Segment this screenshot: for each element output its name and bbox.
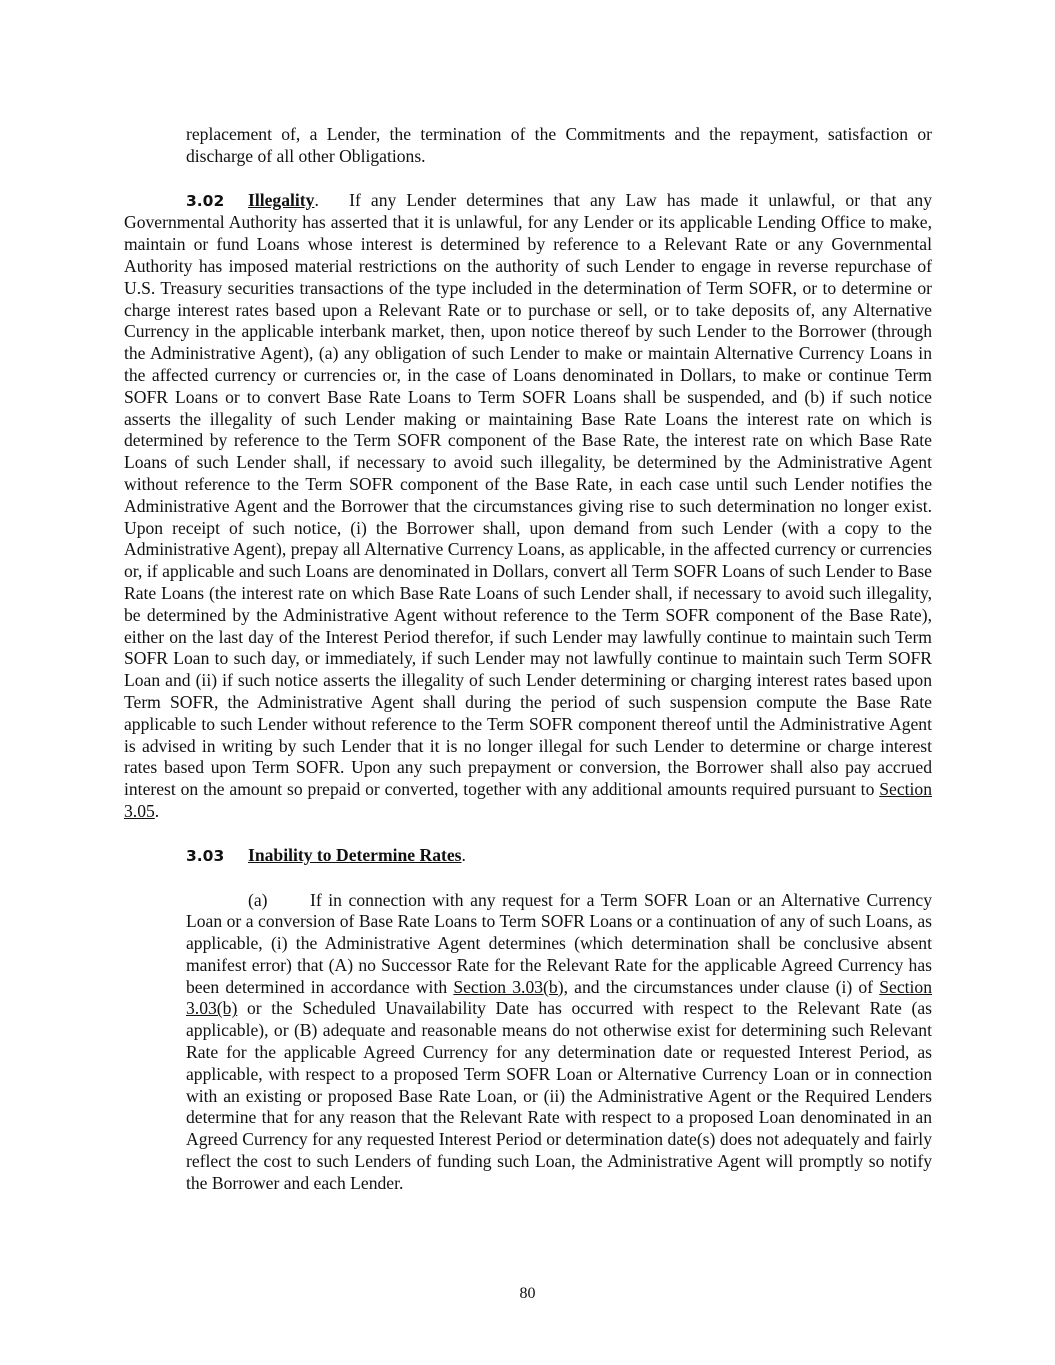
paragraph-a-text-3: or the Scheduled Unavailability Date has occurred with respect to the Relevant Rate (as applicable), or (B) adequate and reasonable means do not otherwise exist for determining such Relevant Rate for the applicable Agreed Currency for any determination date or requested Interest Period, as applicable, with respect to a proposed Term SOFR Loan or Alternative Currency Loan or in connection with an existing or proposed Base Rate Loan, or (ii) the Administrative Agent or the Required Lenders determine that for any reason that the Relevant Rate with respect to a proposed Loan denominated in an Agreed Currency for any requested Interest Period or determination date(s) does not adequately and fairly reflect the cost to such Lenders of funding such Loan, the Administrative Agent will promptly so notify the Borrower and each Lender. bbox=[186, 998, 932, 1193]
paragraph-a-text-2: and the circumstances under clause (i) of bbox=[567, 976, 880, 997]
document-page bbox=[124, 124, 932, 1195]
continuation-text: replacement of, a Lender, the termination of the Commitments and the repayment, satisfaction or discharge of all other Obligations. bbox=[186, 124, 932, 166]
continuation-paragraph bbox=[186, 124, 932, 168]
section-3-02-end: . bbox=[154, 800, 160, 821]
section-3-03-b-link-2[interactable]: Section 3.03(b) bbox=[186, 976, 932, 1019]
section-3-02-title: Illegality bbox=[248, 189, 315, 210]
section-3-03-number: 3.03 bbox=[186, 846, 225, 865]
section-3-03-b-link-1[interactable]: Section 3.03(b), bbox=[453, 976, 568, 997]
section-3-02-body: If any Lender determines that any Law has made it unlawful, or that any Governmental Authority has asserted that it is unlawful, for any Lender or its applicable Lending Office to make, maintain or fund Loans whose interest is determined by reference to a Relevant Rate or any Governmental Authority has imposed material restrictions on the authority of such Lender to engage in reverse repurchase of U.S. Treasury securities transactions of the type included in the determination of Term SOFR, or to determine or charge interest rates based upon a Relevant Rate or to purchase or sell, or to take deposits of, any Alternative Currency in the applicable interbank market, then, upon notice thereof by such Lender to the Borrower (through the Administrative Agent), (a) any obligation of such Lender to make or maintain Alternative Currency Loans in the affected currency or currencies or, in the case of Loans denominated in Dollars, to make or continue Term SOFR Loans or to convert Base Rate Loans to Term SOFR Loans shall be suspended, and (b) if such notice asserts the illegality of such Lender making or maintaining Base Rate Loans the interest rate on which is determined by reference to the Term SOFR component of the Base Rate, the interest rate on which Base Rate Loans of such Lender shall, if necessary to avoid such illegality, be determined by the Administrative Agent without reference to the Term SOFR component of the Base Rate, in each case until such Lender notifies the Administrative Agent and the Borrower that the circumstances giving rise to such determination no longer exist. Upon receipt of such notice, (i) the Borrower shall, upon demand from such Lender (with a copy to the Administrative Agent), prepay all Alternative Currency Loans, as applicable, in the affected currency or currencies or, if applicable and such Loans are denominated in Dollars, convert all Term SOFR Loans of such Lender to Base Rate Loans (the interest rate on which Base Rate Loans of such Lender shall, if necessary to avoid such illegality, be determined by the Administrative Agent without reference to the Term SOFR component of the Base Rate), either on the last day of the Interest Period therefor, if such Lender may lawfully continue to maintain such Term SOFR Loan to such day, or immediately, if such Lender may not lawfully continue to maintain such Term SOFR Loan and (ii) if such notice asserts the illegality of such Lender determining or charging interest rates based upon Term SOFR, the Administrative Agent shall during the period of such suspension compute the Base Rate applicable to such Lender without reference to the Term SOFR component thereof until the Administrative Agent is advised in writing by such Lender that it is no longer illegal for such Lender to determine or charge interest rates based upon Term SOFR. Upon any such prepayment or conversion, the Borrower shall also pay accrued interest on the amount so prepaid or converted, together with any additional amounts required pursuant to bbox=[124, 189, 932, 800]
paragraph-a-text-1: If in connection with any request for a Term SOFR Loan or an Alternative Currency Loan or a conversion of Base Rate Loans to Term SOFR Loans or a continuation of any of such Loans, as applicable, (i) the Administrative Agent determines (which determination shall be conclusive absent manifest error) that (A) no Successor Rate for the Relevant Rate for the applicable Agreed Currency has been determined in accordance with bbox=[186, 889, 932, 997]
section-3-03-heading bbox=[124, 845, 932, 868]
section-3-05-link[interactable]: Section 3.05 bbox=[124, 779, 932, 821]
section-3-03-title: Inability to Determine Rates bbox=[248, 844, 462, 865]
section-3-03-a-paragraph bbox=[186, 890, 932, 1195]
section-3-02-number: 3.02 bbox=[186, 191, 225, 210]
paragraph-a-label: (a) bbox=[248, 889, 268, 910]
section-3-03-title-suffix: . bbox=[461, 844, 466, 865]
section-3-02-title-suffix: . bbox=[314, 189, 319, 210]
page-number: 80 bbox=[519, 1285, 536, 1302]
section-3-02-paragraph bbox=[124, 190, 932, 823]
